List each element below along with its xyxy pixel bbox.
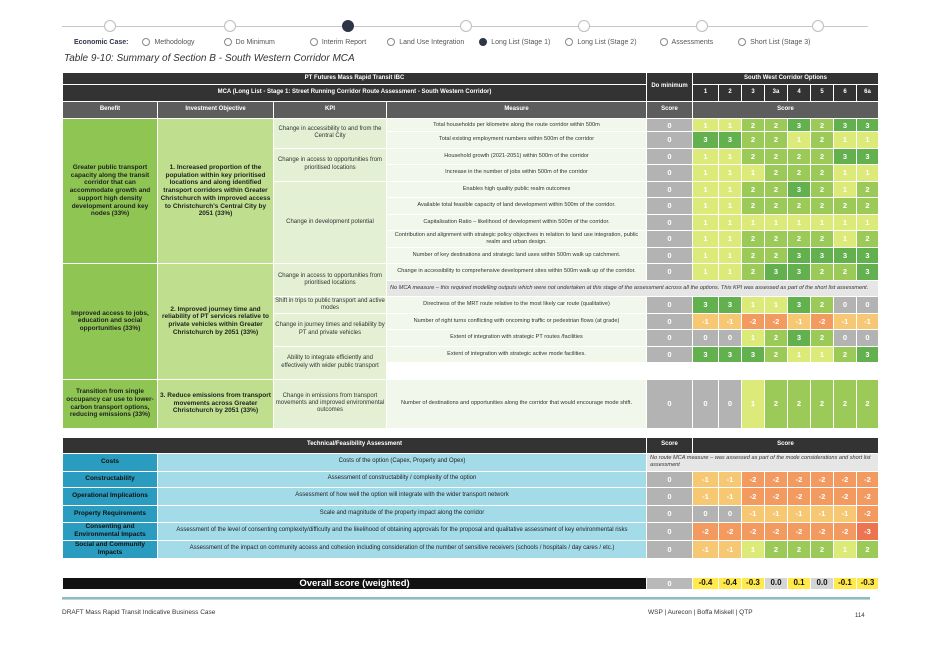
option-score: 0	[857, 330, 878, 346]
measure-cell: Number of right turns conflicting with oncoming traffic or pedestrian flows (at grade)	[387, 314, 646, 330]
option-score: -2	[857, 488, 878, 505]
option-score: -1	[693, 314, 718, 330]
do-minimum-score: 0	[647, 297, 692, 313]
option-score: 2	[811, 198, 833, 214]
option-score: 2	[788, 541, 810, 558]
nav-step-methodology[interactable]	[142, 38, 194, 46]
option-score: 2	[811, 165, 833, 181]
option-score: 2	[765, 380, 787, 428]
option-score: 1	[693, 248, 718, 264]
do-minimum-score: 0	[647, 132, 692, 148]
option-score: 2	[857, 182, 878, 198]
option-score: 2	[765, 231, 787, 247]
option-score: 2	[765, 149, 787, 165]
col-header-measure: Measure	[387, 102, 646, 118]
nav-label: Economic Case:	[74, 38, 129, 46]
option-score: -2	[765, 488, 787, 505]
radio-icon	[660, 38, 668, 46]
radio-icon	[224, 38, 232, 46]
option-score: -2	[742, 314, 764, 330]
kpi-cell: Ability to integrate efficiently and effectively with wider public transport	[274, 347, 386, 379]
option-score: 1	[834, 231, 856, 247]
do-minimum-score: 0	[647, 506, 692, 522]
progress-track	[62, 14, 868, 54]
option-score: 3	[693, 347, 718, 363]
option-score: -2	[693, 523, 718, 540]
do-minimum-score: 0	[647, 380, 692, 428]
measure-cell: Change in accessibility to comprehensive development sites within 500m walk up of the corridor.	[387, 264, 646, 280]
option-score: 1	[693, 231, 718, 247]
option-score: 2	[857, 380, 878, 428]
option-score: 2	[765, 541, 787, 558]
option-score: 3	[788, 264, 810, 280]
technical-description: Scale and magnitude of the property impact along the corridor	[158, 506, 646, 522]
option-score: 1	[719, 264, 741, 280]
nav-step-interim-report[interactable]	[310, 38, 366, 46]
technical-description: Costs of the option (Capex, Property and Opex)	[158, 454, 646, 471]
do-minimum-score: 0	[647, 472, 692, 487]
measure-cell: Available total feasible capacity of land development within 500m of the corridor.	[387, 198, 646, 214]
col-header-benefit: Benefit	[63, 102, 157, 118]
do-minimum-score: 0	[647, 215, 692, 231]
option-score: -2	[719, 523, 741, 540]
option-score: 1	[693, 264, 718, 280]
option-score: 1	[719, 182, 741, 198]
table-caption: Table 9-10: Summary of Section B - South Western Corridor MCA	[64, 53, 355, 64]
overall-score: -0.3	[857, 578, 878, 589]
option-score: 3	[719, 132, 741, 148]
radio-icon	[738, 38, 746, 46]
measure-cell: Directness of the MRT route relative to the most likely car route (qualitative)	[387, 297, 646, 313]
kpi-cell: Change in accessibility to and from the Central City	[274, 119, 386, 148]
progress-dot	[460, 20, 472, 32]
option-score: 2	[742, 248, 764, 264]
option-score: 3	[857, 347, 878, 363]
option-score: 2	[834, 380, 856, 428]
radio-icon	[310, 38, 318, 46]
technical-note: No route MCA measure – was assessed as part of the mode considerations and short list assessment	[647, 454, 878, 471]
option-score: 1	[742, 541, 764, 558]
radio-icon	[142, 38, 150, 46]
option-score: 2	[765, 182, 787, 198]
option-score: -1	[693, 472, 718, 487]
option-score: 2	[857, 541, 878, 558]
option-score: -1	[742, 506, 764, 522]
option-score: -1	[765, 506, 787, 522]
overall-score: 0.1	[788, 578, 810, 589]
option-score: -1	[834, 314, 856, 330]
do-minimum-header: Do minimum	[647, 73, 692, 101]
measure-cell: Total existing employment numbers within 500m of the corridor	[387, 132, 646, 148]
option-score: 1	[788, 215, 810, 231]
benefit-cell: Improved access to jobs, education and social opportunities (33%)	[63, 264, 157, 379]
nav-step-short-list[interactable]	[738, 38, 810, 46]
option-score: 1	[788, 132, 810, 148]
no-measure-note: No MCA measure – this required modelling outputs which were not undertaken at this stage of the assessment across all the options. This KPI was assessed as part of the short list assessment.	[387, 281, 878, 297]
measure-cell: Extent of integration with strategic PT routes /facilities	[387, 330, 646, 346]
option-score: 2	[788, 231, 810, 247]
do-minimum-score: 0	[647, 264, 692, 280]
option-score: 2	[788, 380, 810, 428]
overall-score: 0.0	[765, 578, 787, 589]
do-minimum-score: 0	[647, 541, 692, 558]
option-score: 1	[719, 231, 741, 247]
option-score: 0	[857, 297, 878, 313]
option-score: -2	[811, 314, 833, 330]
option-score: 2	[811, 264, 833, 280]
option-score: 1	[693, 165, 718, 181]
col-header-score: Score	[647, 102, 692, 118]
option-score: 1	[693, 215, 718, 231]
measure-cell: Household growth (2021-2051) within 500m of the corridor	[387, 149, 646, 165]
technical-criterion: Property Requirements	[63, 506, 157, 522]
option-score: 2	[834, 347, 856, 363]
option-score: 0	[834, 330, 856, 346]
mca-table	[63, 73, 875, 589]
option-score: 3	[857, 264, 878, 280]
overall-score: 0.0	[811, 578, 833, 589]
option-score: 2	[765, 165, 787, 181]
objective-cell: 3. Reduce emissions from transport movements across Greater Christchurch by 2051 (33%)	[158, 380, 273, 428]
option-score: -1	[788, 506, 810, 522]
overall-score: -0.4	[719, 578, 741, 589]
option-score: 3	[788, 182, 810, 198]
option-score: 2	[788, 165, 810, 181]
option-score: 3	[834, 248, 856, 264]
nav-step-label: Methodology	[154, 38, 195, 46]
option-score: -1	[693, 488, 718, 505]
measure-cell: Total households per kilometre along the route corridor within 500m	[387, 119, 646, 131]
radio-icon	[387, 38, 395, 46]
option-score: -2	[857, 506, 878, 522]
option-score: 2	[765, 347, 787, 363]
benefit-cell: Transition from single occupancy car use to lower-carbon transport options, reducing emissions (33%)	[63, 380, 157, 428]
option-score: -2	[765, 472, 787, 487]
option-score: -2	[765, 314, 787, 330]
measure-cell: Enables high quality public realm outcomes	[387, 182, 646, 198]
option-score: 3	[857, 119, 878, 131]
progress-dot	[812, 20, 824, 32]
technical-criterion: Operational Implications	[63, 488, 157, 505]
option-score: 3	[834, 119, 856, 131]
technical-criterion: Constructability	[63, 472, 157, 487]
option-score: 1	[811, 215, 833, 231]
option-score: 1	[719, 198, 741, 214]
option-score: -2	[788, 488, 810, 505]
kpi-cell: Change in development potential	[274, 182, 386, 264]
benefit-cell: Greater public transport capacity along the transit corridor that can accommodate growth and support high density development around key nodes (33%)	[63, 119, 157, 263]
option-score: -2	[811, 488, 833, 505]
option-score: 2	[765, 330, 787, 346]
option-score: 3	[765, 264, 787, 280]
option-score: 2	[742, 182, 764, 198]
option-score: -1	[719, 314, 741, 330]
option-score: 2	[742, 198, 764, 214]
measure-cell: Number of key destinations and strategic land uses within 500m walk up catchment.	[387, 248, 646, 264]
option-score: 1	[765, 215, 787, 231]
option-score: 0	[693, 330, 718, 346]
option-score: 2	[811, 330, 833, 346]
option-score: -1	[811, 506, 833, 522]
option-score: -2	[834, 523, 856, 540]
option-header: 3	[742, 85, 764, 101]
option-score: 1	[693, 198, 718, 214]
overall-score: -0.3	[742, 578, 764, 589]
footer-authors: WSP | Aurecon | Boffa Miskell | QTP	[648, 609, 753, 616]
col-header-objective: Investment Objective	[158, 102, 273, 118]
measure-cell: Extent of integration with strategic active mode facilities.	[387, 347, 646, 363]
overall-label: Overall score (weighted)	[63, 578, 646, 589]
option-score: 2	[765, 119, 787, 131]
option-score: 2	[811, 541, 833, 558]
option-score: 1	[719, 248, 741, 264]
progress-dot	[104, 20, 116, 32]
option-score: 1	[719, 215, 741, 231]
progress-dot-active	[342, 20, 354, 32]
kpi-cell: Change in access to opportunities from prioritised locations	[274, 264, 386, 296]
option-score: -2	[811, 523, 833, 540]
option-score: -2	[834, 488, 856, 505]
option-score: 1	[857, 132, 878, 148]
nav-step-do-minimum[interactable]	[224, 38, 275, 46]
option-score: 1	[834, 215, 856, 231]
nav-step-land-use[interactable]	[387, 38, 464, 46]
technical-criterion: Social and Community Impacts	[63, 541, 157, 558]
technical-score-options-header: Score	[693, 438, 878, 453]
option-score: 1	[693, 182, 718, 198]
option-score: 1	[742, 165, 764, 181]
option-score: 0	[719, 330, 741, 346]
option-score: -1	[788, 314, 810, 330]
option-score: 2	[765, 198, 787, 214]
option-score: -1	[693, 541, 718, 558]
nav-step-long-list-1[interactable]	[479, 38, 550, 46]
measure-cell: Increase in the number of jobs within 500m of the corridor	[387, 165, 646, 181]
option-score: 1	[742, 215, 764, 231]
kpi-cell: Shift in trips to public transport and active modes	[275, 297, 385, 311]
option-header: 4	[788, 85, 810, 101]
option-score: 1	[811, 347, 833, 363]
nav-step-label: Long List (Stage 1)	[491, 38, 551, 46]
overall-do-minimum: 0	[647, 578, 692, 589]
kpi-cell: Change in journey times and reliability by PT and private vehicles	[274, 314, 386, 346]
option-score: -2	[788, 472, 810, 487]
measure-cell: Number of destinations and opportunities along the corridor that would encourage mode shift.	[387, 380, 646, 428]
overall-score: -0.1	[834, 578, 856, 589]
option-score: -1	[719, 541, 741, 558]
option-score: 2	[811, 182, 833, 198]
option-score: -2	[857, 472, 878, 487]
option-score: 2	[811, 297, 833, 313]
technical-score-header: Score	[647, 438, 692, 453]
option-score: 1	[834, 132, 856, 148]
technical-description: Assessment of how well the option will integrate with the wider transport network	[158, 488, 646, 505]
option-score: 1	[765, 297, 787, 313]
do-minimum-score: 0	[647, 149, 692, 165]
option-score: 2	[811, 231, 833, 247]
option-score: -1	[719, 472, 741, 487]
option-score: 3	[788, 330, 810, 346]
nav-step-long-list-2[interactable]	[565, 38, 636, 46]
technical-description: Assessment of the impact on community access and cohesion including consideration of the number of sensitive receivers (schools / hospitals / day cares / etc.)	[158, 541, 646, 558]
option-score: 1	[788, 347, 810, 363]
option-score: 1	[719, 119, 741, 131]
section-nav	[74, 38, 825, 46]
option-score: 2	[788, 149, 810, 165]
option-score: 2	[742, 231, 764, 247]
option-score: 2	[811, 119, 833, 131]
option-score: 1	[834, 182, 856, 198]
option-score: 2	[857, 231, 878, 247]
do-minimum-score: 0	[647, 248, 692, 264]
option-score: 3	[719, 297, 741, 313]
nav-step-assessments[interactable]	[660, 38, 714, 46]
option-header: 2	[719, 85, 741, 101]
option-score: 3	[788, 297, 810, 313]
footer-doc-title: DRAFT Mass Rapid Transit Indicative Business Case	[62, 609, 216, 616]
measure-cell: Capitalisation Ratio – likelihood of development within 500m of the corridor.	[387, 215, 646, 231]
option-score: 1	[719, 149, 741, 165]
do-minimum-score: 0	[647, 165, 692, 181]
col-header-kpi: KPI	[274, 102, 386, 118]
do-minimum-score: 0	[647, 488, 692, 505]
option-score: 1	[742, 297, 764, 313]
option-score: 2	[811, 380, 833, 428]
option-score: 3	[788, 248, 810, 264]
option-score: 1	[742, 380, 764, 428]
option-score: -1	[857, 314, 878, 330]
nav-step-label: Long List (Stage 2)	[577, 38, 637, 46]
option-score: 3	[719, 347, 741, 363]
option-header: 6	[834, 85, 856, 101]
overall-score: -0.4	[693, 578, 718, 589]
option-header: 1	[693, 85, 718, 101]
option-score: 0	[693, 506, 718, 522]
option-score: 3	[788, 119, 810, 131]
technical-criterion: Consenting and Environmental Impacts	[63, 523, 157, 540]
option-score: 2	[788, 198, 810, 214]
option-header: 3a	[765, 85, 787, 101]
option-score: 1	[693, 149, 718, 165]
technical-header: Technical/Feasibility Assessment	[63, 438, 646, 453]
option-score: 0	[693, 380, 718, 428]
option-score: 2	[742, 132, 764, 148]
option-score: -2	[765, 523, 787, 540]
radio-icon	[479, 38, 487, 46]
option-score: 3	[693, 132, 718, 148]
option-score: 1	[857, 215, 878, 231]
option-score: 3	[857, 149, 878, 165]
nav-step-label: Land Use Integration	[399, 38, 465, 46]
progress-dot	[696, 20, 708, 32]
option-score: 2	[742, 119, 764, 131]
radio-icon	[565, 38, 573, 46]
progress-dot	[224, 20, 236, 32]
option-score: 1	[742, 330, 764, 346]
technical-description: Assessment of constructability / complexity of the option	[158, 472, 646, 487]
kpi-cell: Change in access to opportunities from prioritised locations	[274, 149, 386, 181]
option-score: 0	[719, 506, 741, 522]
do-minimum-score: 0	[647, 182, 692, 198]
option-score: -1	[834, 506, 856, 522]
table-title: PT Futures Mass Rapid Transit IBC	[63, 73, 646, 84]
option-score: -2	[811, 472, 833, 487]
footer-rule-accent	[62, 599, 870, 600]
option-score: 0	[719, 380, 741, 428]
kpi-cell: Change in emissions from transport movements and improved environmental outcomes	[274, 380, 386, 428]
option-score: 1	[857, 165, 878, 181]
option-score: 3	[742, 347, 764, 363]
option-header: 6a	[857, 85, 878, 101]
option-header: 5	[811, 85, 833, 101]
technical-criterion: Costs	[63, 454, 157, 471]
option-score: 1	[834, 165, 856, 181]
option-score: 3	[834, 149, 856, 165]
option-score: 2	[742, 264, 764, 280]
option-score: 2	[834, 264, 856, 280]
nav-step-label: Assessments	[671, 38, 714, 46]
table-subtitle: MCA (Long List - Stage 1: Street Running Corridor Route Assessment - South Western Corridor)	[63, 85, 646, 101]
do-minimum-score: 0	[647, 314, 692, 330]
measure-cell: Contribution and alignment with strategic policy objectives in relation to land use integration, public realm and urban design.	[387, 231, 646, 247]
nav-step-label: Short List (Stage 3)	[750, 38, 811, 46]
option-score: 1	[719, 165, 741, 181]
objective-cell: 2. Improved journey time and reliability of PT services relative to private vehicles within Greater Christchurch by 2051 (33%)	[158, 264, 273, 379]
option-score: 3	[857, 248, 878, 264]
option-score: -2	[788, 523, 810, 540]
option-score: 2	[765, 132, 787, 148]
do-minimum-score: 0	[647, 198, 692, 214]
option-score: 2	[742, 149, 764, 165]
option-score: 1	[693, 119, 718, 131]
option-score: 1	[834, 541, 856, 558]
do-minimum-score: 0	[647, 523, 692, 540]
page-number: 114	[855, 613, 865, 619]
option-score: -2	[834, 472, 856, 487]
option-score: -2	[742, 523, 764, 540]
option-score: -2	[742, 488, 764, 505]
nav-step-label: Interim Report	[321, 38, 367, 46]
option-score: 3	[693, 297, 718, 313]
do-minimum-score: 0	[647, 231, 692, 247]
option-score: 2	[811, 149, 833, 165]
option-score: 3	[811, 248, 833, 264]
option-score: -1	[719, 488, 741, 505]
nav-step-label: Do Minimum	[235, 38, 275, 46]
technical-description: Assessment of the level of consenting complexity/difficulty and the likelihood of obtaining approvals for the proposal and qualitative assessment of key environmental risks	[158, 523, 646, 540]
option-score: 2	[765, 248, 787, 264]
objective-cell: 1. Increased proportion of the population within key prioritised locations and along identified transport corridors within Greater Christchurch with improved access to Christchurch's Central City by 2051 (33%)	[158, 119, 273, 263]
option-score: 2	[834, 198, 856, 214]
options-header: South West Corridor Options	[693, 73, 878, 84]
option-score: 0	[834, 297, 856, 313]
do-minimum-score: 0	[647, 347, 692, 363]
do-minimum-score: 0	[647, 119, 692, 131]
option-score: -3	[857, 523, 878, 540]
col-header-score-options: Score	[693, 102, 878, 118]
option-score: 2	[811, 132, 833, 148]
do-minimum-score: 0	[647, 330, 692, 346]
option-score: -2	[742, 472, 764, 487]
progress-dot	[578, 20, 590, 32]
option-score: 2	[857, 198, 878, 214]
